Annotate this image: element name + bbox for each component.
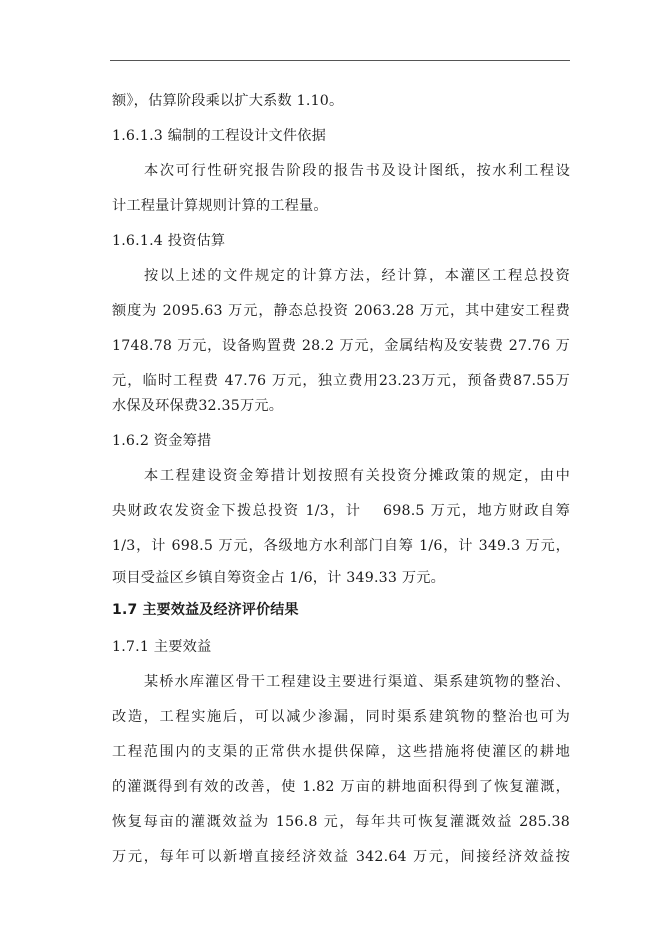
section-heading-1-7: 1.7 主要效益及经济评价结果 [112,602,299,618]
paragraph-line-12: 某桥水库灌区骨干工程建设主要进行渠道、渠系建筑物的整治、 [144,674,570,690]
text-line-1: 额》，估算阶段乘以扩大系数 1.10。 [112,93,344,109]
paragraph-line-15: 的灌溉得到有效的改善，使 1.82 万亩的耕地面积得到了恢复灌溉， [112,779,570,795]
section-heading-1-6-1-3: 1.6.1.3 编制的工程设计文件依据 [112,128,327,144]
paragraph-line-6: 元，临时工程费 47.76 万元，独立费用23.23万元，预备费87.55万 [112,373,570,389]
paragraph-line-8: 本工程建设资金筹措计划按照有关投资分摊政策的规定，由中 [144,468,570,484]
section-heading-1-6-1-4: 1.6.1.4 投资估算 [112,233,226,249]
section-heading-1-7-1: 1.7.1 主要效益 [112,639,212,655]
paragraph-line-5: 1748.78 万元，设备购置费 28.2 万元，金属结构及安装费 27.76 万 [112,338,570,354]
paragraph-line-9: 央财政农发资金下拨总投资 1/3，计 698.5 万元，地方财政自筹 [112,503,570,519]
paragraph-line-10: 1/3，计 698.5 万元，各级地方水利部门自筹 1/6，计 349.3 万元， [112,538,570,554]
paragraph-line-1: 本次可行性研究报告阶段的报告书及设计图纸，按水利工程设 [144,163,570,179]
paragraph-line-11: 项目受益区乡镇自筹资金占 1/6，计 349.33 万元。 [112,570,445,586]
paragraph-line-4: 额度为 2095.63 万元，静态总投资 2063.28 万元，其中建安工程费 [112,303,570,319]
paragraph-line-14: 工程范围内的支渠的正常供水提供保障，这些措施将使灌区的耕地 [112,744,570,760]
section-heading-1-6-2: 1.6.2 资金筹措 [112,433,212,449]
paragraph-line-3: 按以上述的文件规定的计算方法，经计算，本灌区工程总投资 [144,268,570,284]
paragraph-line-2: 计工程量计算规则计算的工程量。 [112,198,328,214]
paragraph-line-17: 万元，每年可以新增直接经济效益 342.64 万元，间接经济效益按 [112,849,570,865]
header-rule [110,60,570,61]
paragraph-line-7: 水保及环保费32.35万元。 [112,398,284,414]
paragraph-line-13: 改造，工程实施后，可以减少渗漏，同时渠系建筑物的整治也可为 [112,709,570,725]
paragraph-line-16: 恢复每亩的灌溉效益为 156.8 元，每年共可恢复灌溉效益 285.38 [112,814,570,830]
